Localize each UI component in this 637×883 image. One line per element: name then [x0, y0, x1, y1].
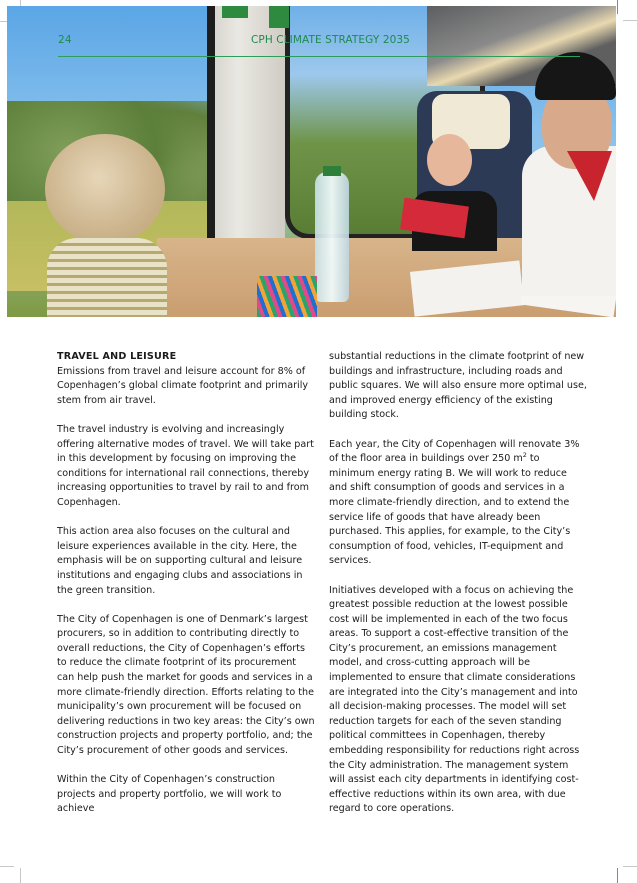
crop-mark-bottom-right-horizontal	[623, 866, 637, 867]
photo-water-bottle	[315, 172, 349, 302]
page-number: 24	[58, 34, 72, 46]
exit-sign-icon	[222, 6, 248, 18]
paragraph: Within the City of Copenhagen’s construction projects and property portfolio, we will work to achieve	[57, 774, 282, 815]
photo-bottle-cap	[323, 166, 341, 176]
paragraph: The City of Copenhagen is one of Denmark’s largest procurers, so in addition to contributing directly to overall reductions, the City of Copenhagen’s efforts to reduce the climate footprint of its procurement can help push the market for goods and services in a more climate-friendly direction. Efforts relating to the municipality’s own procurement will be focused on delivering reductions in two key areas: the City’s own construction projects and property portfolio, and; the City’s procurement of other goods and services.	[57, 613, 315, 757]
text-column-left	[57, 350, 315, 832]
document-title: CPH CLIMATE STRATEGY 2035	[251, 34, 410, 46]
paragraph: Emissions from travel and leisure account for 8% of Copenhagen’s global climate footprint and primarily stem from air travel.	[57, 365, 309, 406]
superscript: 2	[522, 450, 527, 459]
paragraph-text: Each year, the City of Copenhagen will renovate 3% of the floor area in buildings over 250 m	[329, 438, 580, 465]
photo-boy-head	[427, 134, 472, 186]
header-rule	[58, 56, 580, 57]
paragraph-text: to minimum energy rating B. We will work to reduce and shift consumption of goods and services in a more climate-friendly direction, and to extend the service life of goods that have already been purchased. This applies, for example, to the City’s consumption of food, vehicles, IT-equipment and services.	[329, 453, 571, 567]
paragraph: substantial reductions in the climate footprint of new buildings and infrastructure, including roads and public squares. We will also ensure more optimal use, and improved energy efficiency of the existing building stock.	[329, 351, 587, 421]
photo-girl	[45, 134, 165, 244]
emergency-exit-sign-icon	[269, 6, 289, 28]
crop-mark-bottom-left-vertical	[20, 868, 21, 883]
photo-markers	[257, 276, 317, 317]
paragraph: The travel industry is evolving and increasingly offering alternative modes of travel. We will take part in this development by focusing on improving the conditions for international rail connections, thereby increasing opportunities to travel by rail to and from Copenhagen.	[57, 423, 314, 508]
photo-girl-shirt	[47, 238, 167, 317]
crop-mark-top-right-vertical	[617, 0, 618, 14]
crop-mark-bottom-right-vertical	[617, 868, 618, 883]
paragraph: This action area also focuses on the cultural and leisure experiences available in the city. Here, the emphasis will be on supporting cultural and leisure institutions and engaging clubs and associations in the green transition.	[57, 526, 303, 596]
paragraph: Initiatives developed with a focus on achieving the greatest possible reduction at the lowest possible cost will be implemented in each of the two focus areas. To support a cost-effective transition of the City’s procurement, an emissions management model, and cross-cutting approach will be implemented to ensure that climate considerations are integrated into the City’s management and into all decision-making processes. The model will set reduction targets for each of the seven standing political committees in Copenhagen, thereby embedding responsibility for reductions right across the City administration. The management system will assist each city departments in identifying cost-effective reductions within its own area, with due regard to core operations.	[329, 584, 580, 815]
text-column-right	[329, 350, 587, 832]
crop-mark-bottom-left-horizontal	[0, 866, 14, 867]
section-heading: TRAVEL AND LEISURE	[57, 351, 177, 362]
paragraph-renovation	[329, 438, 587, 569]
running-header	[58, 34, 580, 58]
crop-mark-top-right-horizontal	[623, 20, 637, 21]
